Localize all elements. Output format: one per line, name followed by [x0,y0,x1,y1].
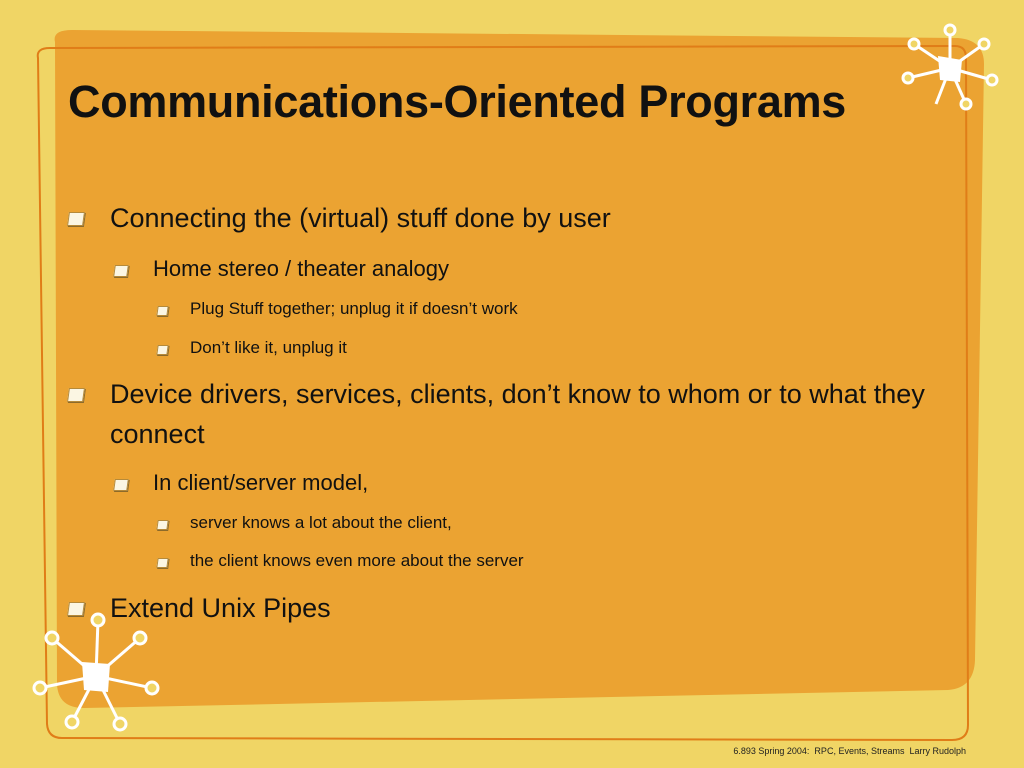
bullet-text: server knows a lot about the client, [190,513,452,532]
slide-footer: 6.893 Spring 2004: RPC, Events, Streams Larry Rudolph [733,746,966,756]
slide-title: Communications-Oriented Programs [68,76,847,127]
bullet-square-icon [156,520,168,530]
bullet-text: In client/server model, [153,470,369,495]
bullet-square-icon [156,345,168,355]
bullet-level3 [190,511,950,535]
bullet-square-icon [113,265,129,277]
bullet-text: Extend Unix Pipes [110,593,331,623]
bullet-square-icon [67,212,85,226]
bullet-square-icon [156,306,168,316]
bullet-text: Don’t like it, unplug it [190,338,347,357]
bullet-text: Connecting the (virtual) stuff done by user [110,203,611,233]
bullet-text: Home stereo / theater analogy [153,256,449,281]
bullet-square-icon [67,388,85,402]
bullet-level1 [110,198,970,238]
bullet-level2 [153,255,953,283]
bullet-square-icon [113,479,129,491]
bullet-square-icon [156,558,168,568]
bullet-level3 [190,297,950,321]
bullet-text: Plug Stuff together; unplug it if doesn’t work [190,299,518,318]
bullet-level3 [190,336,950,360]
bullet-text: the client knows even more about the server [190,551,524,570]
bullet-text: Device drivers, services, clients, don’t know to whom or to what they connect [110,379,925,449]
bullet-square-icon [67,602,85,616]
bullet-level1 [110,588,970,628]
bullet-level3 [190,549,950,573]
bullet-level2 [153,469,953,497]
bullet-level1 [110,374,970,454]
